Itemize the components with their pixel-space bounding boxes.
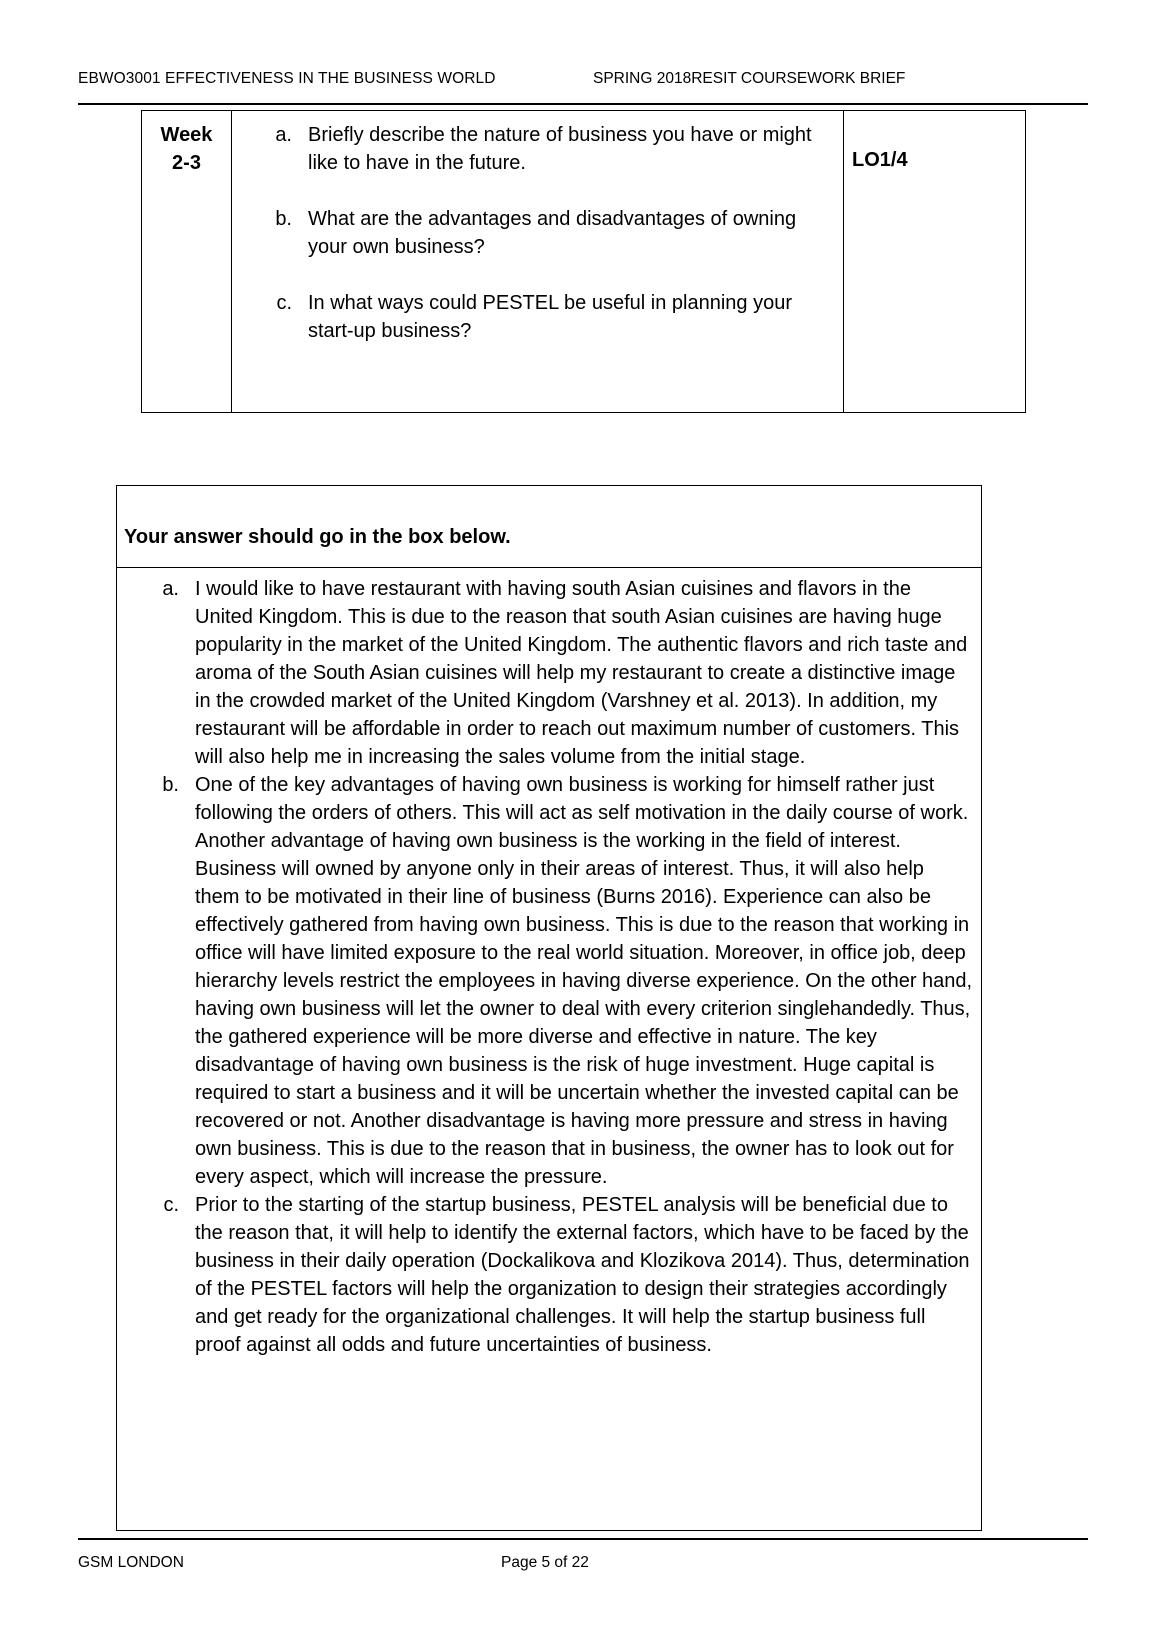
question-marker: a. — [275, 124, 292, 146]
answer-heading: Your answer should go in the box below. — [117, 486, 981, 568]
answer-box — [116, 485, 982, 1531]
questions-cell — [232, 111, 844, 413]
brief-table — [141, 110, 1026, 413]
question-item — [270, 289, 829, 345]
answer-marker: c. — [163, 1194, 179, 1216]
header-course-title: EBWO3001 EFFECTIVENESS IN THE BUSINESS WORLD — [78, 70, 496, 87]
answer-list — [157, 575, 973, 1359]
answer-marker: a. — [162, 578, 179, 600]
question-text: What are the advantages and disadvantages of owning your own business? — [308, 208, 797, 258]
answer-item — [157, 1191, 973, 1359]
footer-institution: GSM LONDON — [78, 1554, 184, 1571]
question-text: In what ways could PESTEL be useful in planning your start-up business? — [308, 292, 792, 342]
page-number: Page 5 of 22 — [501, 1554, 589, 1571]
answer-item — [157, 771, 973, 1191]
week-cell — [142, 111, 232, 413]
week-range: 2-3 — [172, 152, 201, 174]
learning-outcome-cell — [844, 111, 1026, 413]
footer-rule — [78, 1538, 1088, 1540]
answer-text: I would like to have restaurant with having south Asian cuisines and flavors in the United Kingdom. This is due to the reason that south Asian cuisines are having huge popularity in the market of the United Kingdom. The authentic flavors and rich taste and aroma of the South Asian cuisines will help my restaurant to create a distinctive image in the crowded market of the United Kingdom (Varshney et al. 2013). In addition, my restaurant will be affordable in order to reach out maximum number of customers. This will also help me in increasing the sales volume from the initial stage. — [195, 578, 968, 768]
question-marker: b. — [275, 208, 292, 230]
header-rule — [78, 103, 1088, 105]
question-item — [270, 121, 829, 177]
brief-row — [142, 111, 1026, 413]
header-brief-title: SPRING 2018RESIT COURSEWORK BRIEF — [593, 70, 906, 87]
answer-item — [157, 575, 973, 771]
answer-marker: b. — [162, 774, 179, 796]
answer-body — [117, 568, 981, 1359]
question-text: Briefly describe the nature of business you have or might like to have in the future. — [308, 124, 812, 174]
learning-outcome-label: LO1/4 — [852, 149, 908, 171]
question-item — [270, 205, 829, 261]
question-list — [270, 121, 829, 345]
week-label: Week — [160, 124, 213, 146]
answer-text: Prior to the starting of the startup business, PESTEL analysis will be beneficial due to the reason that, it will help to identify the external factors, which have to be faced by the business in their daily operation (Dockalikova and Klozikova 2014). Thus, determination of the PESTEL factors will help the organization to design their strategies accordingly and get ready for the organizational challenges. It will help the startup business full proof against all odds and future uncertainties of business. — [195, 1194, 970, 1356]
answer-text: One of the key advantages of having own business is working for himself rather just following the orders of others. This will act as self motivation in the daily course of work. Another advantage of having own business is the working in the field of interest. Business will owned by anyone only in their areas of interest. Thus, it will also help them to be motivated in their line of business (Burns 2016). Experience can also be effectively gathered from having own business. This is due to the reason that working in office will have limited exposure to the real world situation. Moreover, in office job, deep hierarchy levels restrict the employees in having diverse experience. On the other hand, having own business will let the owner to deal with every criterion singlehandedly. Thus, the gathered experience will be more diverse and effective in nature. The key disadvantage of having own business is the risk of huge investment. Huge capital is required to start a business and it will be uncertain whether the invested capital can be recovered or not. Another disadvantage is having more pressure and stress in having own business. This is due to the reason that in business, the owner has to look out for every aspect, which will increase the pressure. — [195, 774, 973, 1188]
question-marker: c. — [276, 292, 292, 314]
